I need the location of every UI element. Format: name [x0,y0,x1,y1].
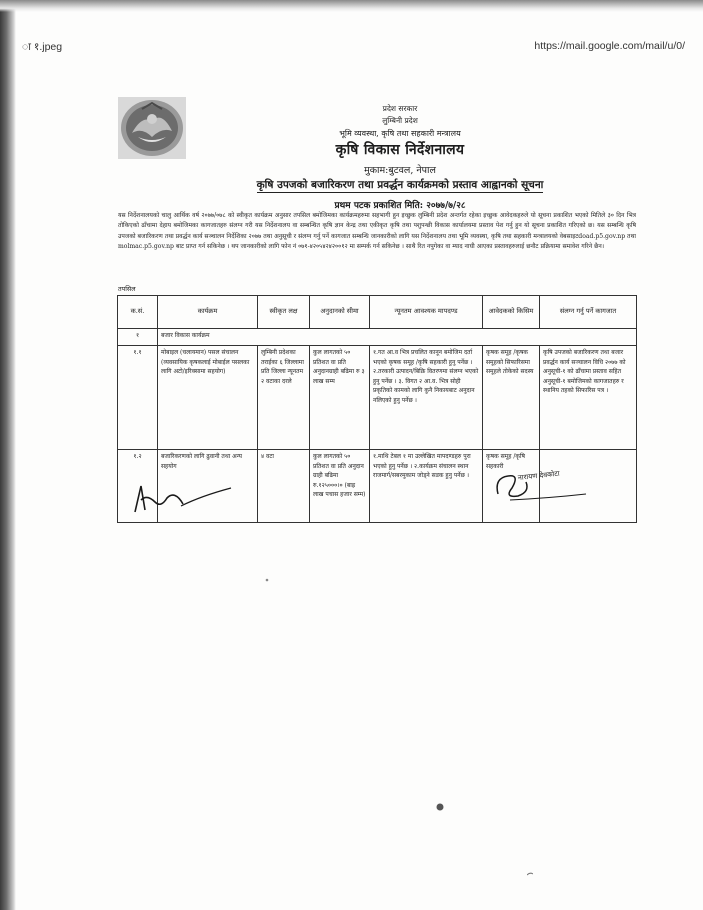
nepal-emblem-icon [118,97,186,159]
header-line-1: प्रदेश सरकार [382,104,418,113]
header-ministry: भूमि व्यवस्था, कृषि तथा सहकारी मन्त्रालय [339,129,461,138]
published-date: प्रथम पटक प्रकाशित मिति: २०७७/७/२८ [334,201,466,211]
print-url: https://mail.google.com/mail/u/0/ [534,40,685,52]
scan-edge-shadow [0,0,16,910]
scan-speck-icon [265,578,269,582]
cell-target: ४ वटा [258,450,310,523]
scan-top-shadow [0,0,703,12]
cell-serial: १.१ [118,346,158,450]
section-title: बजार विकास कार्यक्रम [158,329,637,346]
header-location: मुकाम:बुटवल, नेपाल [364,165,436,176]
cell-target: लुम्बिनी प्रदेशका तराईका ६ जिल्लामा प्रति जिल्ला न्यूनतम २ वटाका दरले [258,346,310,450]
signature-left-icon [131,480,251,516]
scan-speck-icon [435,802,445,812]
signature-right-icon [490,464,590,506]
section-number: १ [118,329,158,346]
print-filename: ा १.jpeg [22,41,63,53]
cell-applicant-type: कृषक समूह /कृषक समूहको सिफारिसमा समूहले तोकेको सदस्य [483,346,540,450]
intro-paragraph: यस निर्देशनालयको चालु आर्थिक वर्ष २०७७/०७८ को स्वीकृत कार्यक्रम अनुसार तपसिल बमोजिमका कार्यक्रमहरुमा सहभागी हुन इच्छुक लुम्बिनी प्रदेश अन्तर्गत रहेका इच्छुक आवेदकहरुले यो सूचना प्रकाशित भएको मितिले ३० दिन भित्र तोकिएको ढाँचामा देहाय बमोजिमका कागजातहरु संलग्न गरी यस निर्देशनालय वा सम्बन्धित कृषि ज्ञान केन्द्र तथा एकीकृत कृषि तथा पशुपन्छी विकास कार्यालयमा प्रस्ताव पेश गर्नु हुन यो सूचना प्रकाशित गरिएको छ। यस सम्बन्धि कृषि उपजको बजारिकरण तथा प्रवर्द्धन कार्य सञ्चालन निर्देशिका २०७७ तथा अनुसूची र संलग्न गर्नु पर्ने कागजात सम्बन्धि जानकारीको लागि यस निर्देशनालय तथा भूमि व्यवस्था, कृषि तथा सहकारी मन्त्रालयको वेबसाइटdoad.p5.gov.np तथा molmac.p5.gov.np बाट प्राप्त गर्न सकिनेछ । थप जानकारीको लागि फोन नं ०७१-४२०५४२४२००१२ मा सम्पर्क गर्न सकिनेछ । साथै रित नपुगेका वा म्याद नाघी आएका प्रस्तावहरुलाई छनौट प्रक्रियामा समावेश गरिने छैन। [118,212,636,250]
cell-grant-limit: कुल लागतको ५० प्रतिशत वा प्रति अनुदान ग्राही बढिमा रु.१२५०००।० (बाह्र लाख पचास हजार सम्म) [310,450,370,523]
table-section-row [118,329,637,346]
cell-criteria: १.माथि टेबल १ मा उल्लेखित मापदण्डहरु पुरा भएको हुनु पर्नेछ । २.कार्यक्रम संचालन स्थान राजमार्ग/सबरमुकाम जोड्ने सडक हुनु पर्नेछ । [370,450,483,523]
col-header-criteria: न्यूनतम आवश्यक मापदण्ड [370,296,483,329]
attached-label: तपसिल [118,285,136,293]
col-header-target: स्वीकृत लक्ष [258,296,310,329]
cell-serial: १.२ [118,450,158,523]
cell-applicant-type: कृषक समूह /कृषि सहकारी [483,450,540,523]
header-line-2: लुम्बिनी प्रदेश [382,116,418,125]
table-header-row [118,296,637,329]
signatory-name: नारायण देवकोटा [517,469,560,482]
col-header-documents: संलग्न गर्नु पर्ने कागजात [540,296,637,329]
cell-criteria: १.गत आ.व भित्र प्रचलित कानून बमोजिम दर्ता भएको कृषक समूह /कृषि सहकारी हुनु पर्नेछ । २.तरकारी उत्पादन/बिक्रि वितरणमा संलग्न भएको हुनु पर्नेछ । ३. विगत २ आ.व. भित्र सोही प्रकृतिको कामको लागि कुनै निकायबाट अनुदान नलिएको हुनु पर्नेछ । [370,346,483,450]
cell-program: बजारिकरणको लागि ढुवानी तथा अन्य सहयोग [158,450,258,523]
cell-program: मोबाइल (चलायमान) पसल संचालन (व्यवसायिक कृषकलाई मोबाईल पसलका लागि अटो/इरिक्सामा सहयोग) [158,346,258,450]
scan-speck-icon [527,872,533,876]
cell-documents: कृषि उपजको बजारिकरण तथा बजार प्रवर्द्धन कार्य सञ्चालन विधि २०७७ को अनुसूची-१ को ढाँचामा प्रस्ताव सहित अनुसूची-१ बमोजिमको कागजातहरु र स्थानिय तहको सिफारिस पत्र । [540,346,637,450]
header-office: कृषि विकास निर्देशनालय [335,142,465,158]
col-header-serial: क.सं. [118,296,158,329]
notice-title [175,178,625,192]
cell-grant-limit: कुल लागतको ५० प्रतिशत वा प्रति अनुदानग्राही बढिमा रु ३ लाख सम्म [310,346,370,450]
col-header-applicant-type: आवेदकको किसिम [483,296,540,329]
notice-title-text: कृषि उपजको बजारिकरण तथा प्रवर्द्धन कार्यक्रमको प्रस्ताव आह्वानको सूचना [256,179,544,191]
col-header-grant-limit: अनुदानको सीमा [310,296,370,329]
col-header-program: कार्यक्रम [158,296,258,329]
table-row [118,346,637,450]
